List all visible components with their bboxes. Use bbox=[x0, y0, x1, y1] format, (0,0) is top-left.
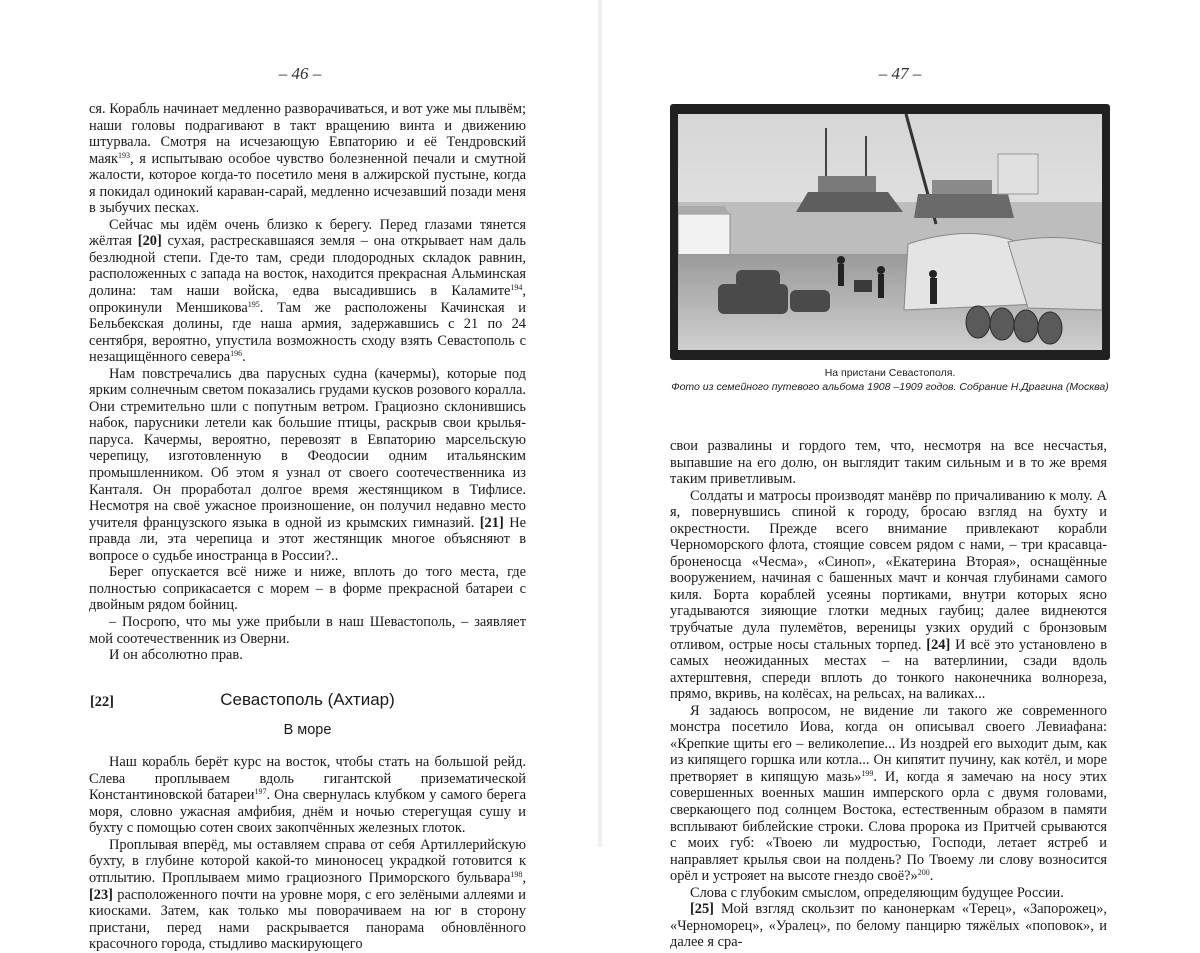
page-marker: [25] bbox=[690, 901, 714, 918]
text-run: расположенного почти на уровне моря, с его зелёными аллеями и киосками. Затем, как только мы поворачиваем на юг в сторону пристани, перед нами раскрывается панорама обновлённого красочного города, стыдливо маскирующего bbox=[89, 886, 526, 953]
section-heading bbox=[89, 689, 526, 712]
page-marker: [23] bbox=[89, 886, 113, 903]
paragraph: Слова с глубоким смыслом, определяющим будущее России. bbox=[690, 884, 1064, 901]
text-run: . Там же расположены Качинская и Бельбекская долины, где наша армия, задержавшись с 21 по 24 сентября, вероятно, упустила возможность сходу взять Севастополь с незащищённого севера bbox=[89, 299, 526, 366]
text-run: . Она свернулась клубком у самого берега моря, словно ужасная амфибия, днём и ночью стерегущая сушу и бухту с помощью сотен своих закопчённых железных глоток. bbox=[89, 787, 526, 837]
page-marker: [24] bbox=[926, 636, 951, 653]
text-run: Не правда ли, эта черепица и этот жестянщик многое объясняют в вопросе о судьбе иностранца в России?.. bbox=[89, 514, 526, 564]
photo-source: Фото из семейного путевого альбома 1908 –1909 годов. Собрание Н.Драгина (Москва) bbox=[671, 381, 1109, 393]
text-run: Я задаюсь вопросом, не видение ли такого же современного монстра посетило Иова, когда он описывал своего Левиафана: «Крепкие щиты его – великолепие... Из ноздрей его выходит дым, как из кипящего горшка или котла... Он кипятит пучину, как котёл, и море претворяет в кипящую мазь» bbox=[670, 702, 1107, 785]
barrel bbox=[990, 308, 1014, 340]
ship-cabin bbox=[998, 154, 1038, 194]
footnote-ref: 199 bbox=[861, 768, 874, 778]
page-marker: [21] bbox=[479, 514, 504, 531]
paragraph: Берег опускается всё ниже и ниже, вплоть до того места, где полностью соприкасается с морем – в форме прекрасной батареи с двойным рядом бойниц. bbox=[89, 564, 526, 614]
ship-hull bbox=[914, 194, 1014, 218]
text-run: . И, когда я замечаю на носу этих совершенных военных машин имперского орла с двумя головами, сверкающего под солнцем Востока, естественным образом в памяти всплывают библейские строки. Слова пророка из Притчей срываются с моих губ: «Твоею ли мудростью, Господи, летает ястреб и направляет крылья свои на полдень? По Твоему ли слову возносится орёл и устрояет на высоте гнездо своё?» bbox=[670, 768, 1108, 885]
harbor-photo bbox=[670, 104, 1110, 360]
paragraph bbox=[89, 101, 526, 217]
text-run: Проплывая вперёд, мы оставляем справа от себя Артиллерийскую бухту, в глубине которой какой-то миноносец украдкой готовится к отплытию. Проплываем мимо грациозного Приморского бульвара bbox=[89, 836, 526, 886]
ship-deck bbox=[818, 176, 876, 192]
text-run: Наш корабль берёт курс на восток, чтобы стать на большой рейд. Слева проплываем вдоль гигантской призематической Константиновской батареи bbox=[89, 754, 526, 804]
photo-caption: На пристани Севастополя. bbox=[824, 367, 956, 379]
paragraph: свои развалины и гордого тем, что, несмотря на все несчастья, выпавшие на его долю, он выглядит таким сильным и в то же время таким приветливым. bbox=[670, 438, 1107, 488]
ship-deck bbox=[932, 180, 992, 194]
footnote-ref: 195 bbox=[247, 299, 260, 309]
text-run: , опрокинули Меншикова bbox=[89, 283, 526, 316]
worker-figure bbox=[838, 264, 844, 286]
paragraph: И он абсолютно прав. bbox=[109, 647, 243, 664]
right-text-column bbox=[670, 438, 1107, 951]
footnote-ref: 196 bbox=[230, 349, 243, 359]
sack-pile bbox=[790, 290, 830, 312]
worker-figure bbox=[877, 266, 885, 274]
footnote-ref: 198 bbox=[510, 869, 523, 879]
subsection-title: В море bbox=[283, 721, 332, 738]
worker-figure bbox=[929, 270, 937, 278]
page-marker: [22] bbox=[90, 693, 114, 710]
text-run: И всё это установлено в самых неожиданных местах – на ватерлинии, сзади вдоль ахтерштевня, спереди вплоть до тонкого наконечника волнореза, прямо, вкривь, на колёсах, на рельсах, на валиках... bbox=[670, 636, 1107, 703]
text-run: Мой взгляд скользит по канонеркам «Терец», «Запорожец», «Черноморец», «Уралец», по белому панцирю тяжёлых «поповок», и далее я сра- bbox=[670, 901, 1107, 951]
footnote-ref: 193 bbox=[118, 150, 131, 160]
footnote-ref: 194 bbox=[510, 283, 523, 293]
paragraph bbox=[89, 217, 526, 366]
worker-figure bbox=[930, 278, 937, 304]
section-title: Севастополь (Ахтиар) bbox=[220, 689, 395, 709]
paragraph bbox=[670, 901, 1107, 951]
footnote-ref: 197 bbox=[254, 787, 267, 797]
harbor-photo-illustration bbox=[678, 114, 1102, 350]
sack-pile bbox=[718, 284, 788, 314]
text-run: ся. Корабль начинает медленно разворачиваться, и вот уже мы плывём; наши головы подрагивают в такт вращению винта и движению штурвала. Смотря на исчезающую Евпаторию и её Тендровский маяк bbox=[89, 101, 526, 167]
text-run: сухая, растрескавшаяся земля – она открывает нам даль безлюдной степи. Где-то там, среди плодородных складок равнин, расположенных с запада на восток, находится прекрасная Альминская долина: там наши войска, едва высадившись в Каламите bbox=[89, 233, 526, 300]
worker-figure bbox=[837, 256, 845, 264]
page-number-right: – 47 – bbox=[878, 64, 922, 83]
paragraph bbox=[89, 754, 526, 837]
paragraph bbox=[670, 703, 1107, 885]
paragraph bbox=[89, 366, 526, 565]
worker-figure bbox=[878, 274, 884, 298]
text-run: Нам повстречались два парусных судна (качермы), которые под ярким солнечным светом показались грудами кусков розового коралла. Они стремительно шли с попутным ветром. Грациозно склонившись набок, парусники летели как большие птицы, раскрыв свои крылья-паруса. Качермы, вероятно, перевозят в Евпаторию марсельскую черепицу, изготовленную в Феодосии одним итальянским промышленником. Об этом я узнал от своего соотечественника из Канталя. Он проработал долгое время жестянщиком в Тифлисе. Несмотря на своё ужасное произношение, он получил недавно место учителя французского языка в одной из крымских гимназий. bbox=[89, 365, 526, 531]
footnote-ref: 200 bbox=[917, 868, 930, 878]
sack-pile bbox=[736, 270, 780, 288]
text-run: , bbox=[522, 869, 526, 886]
left-text-column bbox=[89, 101, 526, 953]
text-run: Солдаты и матросы производят манёвр по причаливанию к молу. А я, повернувшись спиной к городу, бросаю взгляд на бухту и окрестности. Прежде всего внимание привлекают корабли Черноморского флота, стоящие совсем рядом с нами, – три красавца-броненосца «Чесма», «Синоп», «Екатерина Вторая», оснащённые вооружением, начиная с башенных мачт и кончая глубинами самого киля. Борта кораблей усеяны портиками, внутри которых ясно угадываются зияющие глотки медных гаубиц; далее виднеются трубчатые дула пулемётов, вереницы узких орудий с бронзовым отливом, острые носы стальных торпед. bbox=[670, 487, 1107, 653]
page-number-left: – 46 – bbox=[278, 64, 322, 83]
paragraph bbox=[670, 488, 1107, 703]
horse-cart bbox=[854, 280, 872, 292]
text-run: , я испытываю особое чувство болезненной печали и смутной жалости, которое когда-то посетило меня в алжирской пустыне, когда я покидал одинокий караван-сарай, медленно исчезавший позади меня в зыбучих песках. bbox=[89, 150, 526, 217]
page-marker: [20] bbox=[137, 233, 162, 250]
text-run: . bbox=[242, 349, 246, 366]
text-run: . bbox=[929, 868, 934, 885]
barrel bbox=[1038, 312, 1062, 344]
ship-hull bbox=[796, 192, 903, 212]
text-run: Сейчас мы идём очень близко к берегу. Перед глазами тянется жёлтая bbox=[89, 216, 526, 250]
warehouse-roof bbox=[678, 206, 730, 214]
barrel bbox=[966, 306, 990, 338]
barrel bbox=[1014, 310, 1038, 342]
paragraph bbox=[89, 837, 526, 953]
paragraph: – Посporю, что мы уже прибыли в наш Шевастополь, – заявляет мой соотечественник из Оверни. bbox=[89, 613, 526, 647]
